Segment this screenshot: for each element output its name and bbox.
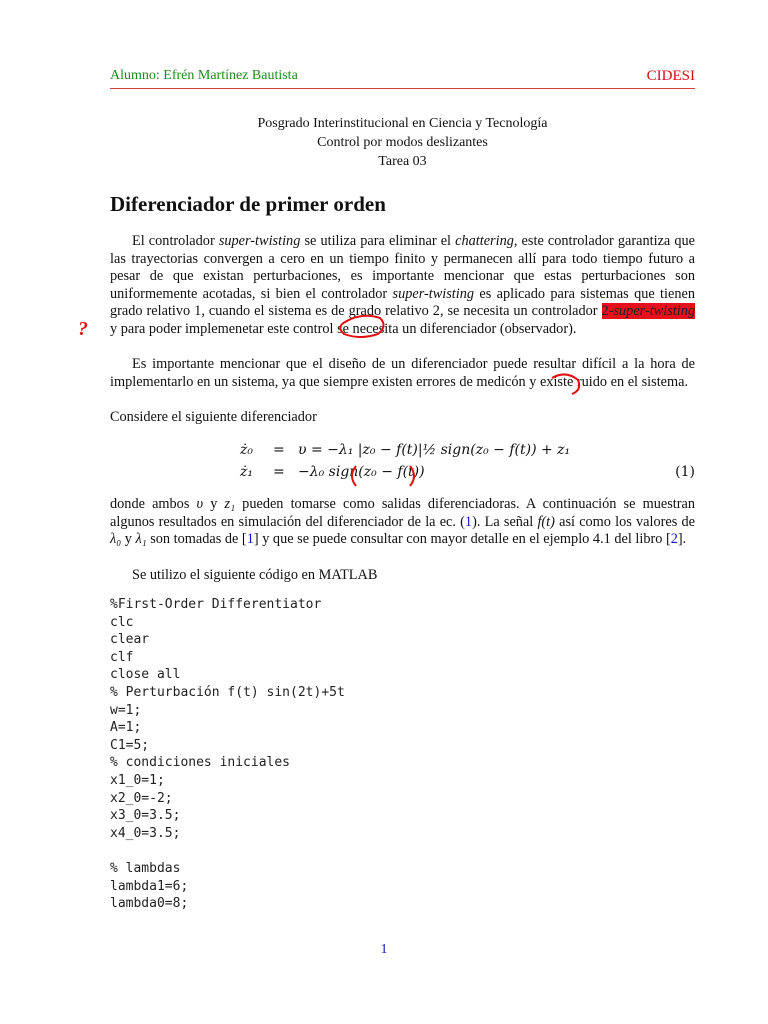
paragraph-3: Considere el siguiente diferenciador — [110, 409, 317, 425]
code-line: x3_0=3.5; — [110, 808, 181, 824]
code-line: %First-Order Differentiator — [110, 597, 322, 612]
program-title: Posgrado Interinstitucional en Ciencia y Tecnología — [257, 116, 548, 131]
code-line — [110, 842, 345, 860]
code-line: x1_0=1; — [110, 772, 165, 788]
paragraph-1: El controlador super-twisting se utiliza para eliminar el chattering, este controlador garantiza que las trayectorias convergen a cero en un tiempo finito y permanecen allí para todo tiempo futuro a pesar de que existan perturbaciones, es importante mencionar que estas perturbaciones son uniformemente acotadas, si bien el controlador super-twisting es aplicado para sistemas que tienen grado relativo 1, cuando el sistema es de grado relativo 2, se necesita un controlador 2-super-twisting y para poder implemenetar este control se necesita un diferenciador (observador). — [110, 233, 696, 337]
equation-reference-link[interactable]: 1 — [464, 513, 473, 530]
citation-link-2[interactable]: 2 — [670, 531, 678, 548]
student-name: Alumno: Efrén Martínez Bautista — [110, 68, 298, 83]
margin-question-mark: ? — [78, 318, 88, 340]
code-line: close all — [110, 667, 181, 683]
code-line: % condiciones iniciales — [110, 755, 291, 771]
code-line: clear — [110, 632, 150, 648]
code-line: lambda1=6; — [110, 878, 189, 894]
header-rule — [110, 88, 695, 89]
code-line: % Perturbación f(t) sin(2t)+5t — [110, 684, 345, 700]
code-line: C1=5; — [110, 737, 150, 753]
code-line: clf — [110, 649, 134, 665]
equation-number: (1) — [675, 464, 695, 480]
code-line: A=1; — [110, 720, 142, 736]
paragraph-5: Se utilizo el siguiente código en MATLAB — [132, 567, 378, 583]
code-line: lambda0=8; — [110, 896, 189, 912]
code-line: clc — [110, 614, 134, 630]
course-title: Control por modos deslizantes — [317, 135, 488, 150]
highlighted-term: 2-super-twisting — [601, 303, 695, 320]
code-line: w=1; — [110, 702, 142, 718]
paragraph-4: donde ambos υ y z₁ pueden tomarse como salidas diferenciadoras. A continuación se muestran algunos resultados en simulación del diferenciador de la ec. (1). La señal f(t) así como los valores de λ₀ y λ₁ son tomadas de [1] y que se puede consultar con mayor detalle en el ejemplo 4.1 del libro [2]. — [110, 496, 696, 548]
citation-link-1[interactable]: 1 — [246, 531, 254, 548]
paragraph-2: Es importante mencionar que el diseño de un diferenciador puede resultar difícil a la hora de implementarlo en un sistema, ya que siempre existen errores de medicón y existe ruido en el sistema. — [110, 356, 695, 390]
page-header — [110, 66, 695, 88]
organization-name: CIDESI — [646, 68, 695, 84]
page-number: 1 — [380, 942, 388, 957]
code-line: x2_0=-2; — [110, 790, 173, 806]
assignment-title: Tarea 03 — [378, 154, 427, 169]
matlab-code-block — [110, 596, 345, 913]
section-title: Diferenciador de primer orden — [110, 192, 386, 216]
title-block — [110, 114, 695, 171]
code-line: x4_0=3.5; — [110, 825, 181, 841]
code-line: % lambdas — [110, 860, 181, 876]
